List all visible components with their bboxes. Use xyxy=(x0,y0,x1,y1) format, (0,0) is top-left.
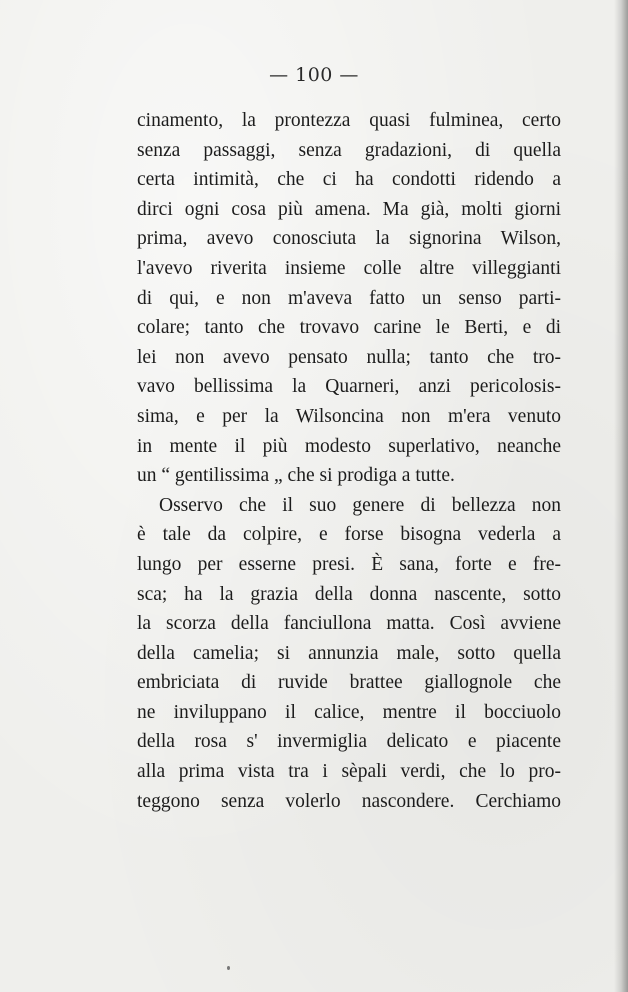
text-line: senza passaggi, senza gradazioni, di quella xyxy=(137,139,561,161)
paragraph-2 xyxy=(137,491,561,817)
text-line: Osservo che il suo genere di bellezza non xyxy=(159,494,561,516)
ink-speck xyxy=(227,966,230,970)
body-text xyxy=(137,106,561,816)
text-line: lungo per esserne presi. È sana, forte e fre- xyxy=(137,553,561,575)
text-line: teggono senza volerlo nascondere. Cerchiamo xyxy=(137,790,561,812)
text-line: sima, e per la Wilsoncina non m'era venuto xyxy=(137,405,561,427)
text-line: della camelia; si annunzia male, sotto quella xyxy=(137,642,561,664)
text-line: ne inviluppano il calice, mentre il bocciuolo xyxy=(137,701,561,723)
text-line: vavo bellissima la Quarneri, anzi pericolosis- xyxy=(137,376,561,398)
text-line: della rosa s' invermiglia delicato e piacente xyxy=(137,731,561,753)
page-edge-shadow xyxy=(614,0,628,992)
page-number: — 100 — xyxy=(269,64,359,86)
text-line: colare; tanto che trovavo carine le Berti, e di xyxy=(137,317,561,339)
text-line: certa intimità, che ci ha condotti ridendo a xyxy=(137,169,561,191)
text-line: lei non avevo pensato nulla; tanto che tro- xyxy=(137,346,561,368)
text-line: l'avevo riverita insieme colle altre villeggianti xyxy=(137,257,561,279)
paragraph-1 xyxy=(137,106,561,491)
text-line: in mente il più modesto superlativo, neanche xyxy=(137,435,561,457)
text-line: è tale da colpire, e forse bisogna vederla a xyxy=(137,524,561,546)
text-line: la scorza della fanciullona matta. Così avviene xyxy=(137,613,561,635)
text-line: di qui, e non m'aveva fatto un senso parti- xyxy=(137,287,561,309)
text-line: alla prima vista tra i sèpali verdi, che lo pro- xyxy=(137,761,561,783)
text-line: un “ gentilissima „ che si prodiga a tutte. xyxy=(137,465,455,487)
text-line: dirci ogni cosa più amena. Ma già, molti giorni xyxy=(137,198,561,220)
text-line: cinamento, la prontezza quasi fulminea, certo xyxy=(137,110,561,131)
text-line: prima, avevo conosciuta la signorina Wilson, xyxy=(137,228,561,250)
text-line: embriciata di ruvide brattee giallognole che xyxy=(137,672,561,694)
text-line: sca; ha la grazia della donna nascente, sotto xyxy=(137,583,561,605)
